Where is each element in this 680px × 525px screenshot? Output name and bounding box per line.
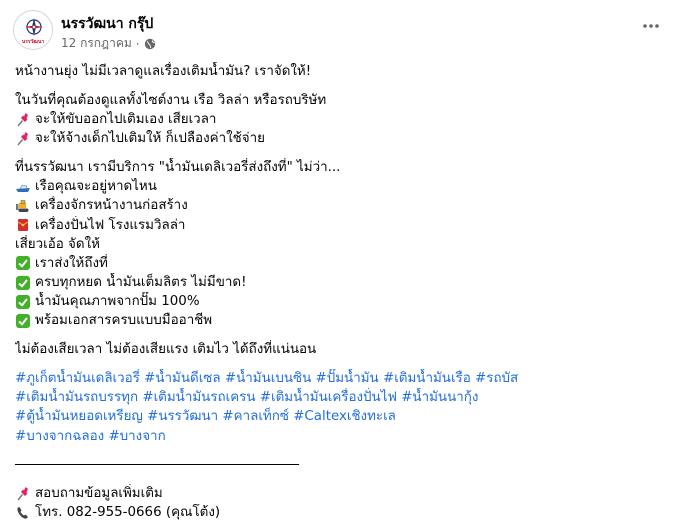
avatar-caption: นรรวัฒนา: [21, 39, 45, 45]
hashtag-link[interactable]: #เติมน้ำมันรถเครน: [142, 390, 256, 406]
benefit-text: ครบทุกหยด น้ำมันเต็มลิตร ไม่มีขาด!: [35, 275, 247, 291]
benefit-text: น้ำมันคุณภาพจากปั๊ม 100%: [35, 294, 200, 310]
globe-icon[interactable]: [144, 38, 156, 50]
post-meta: [61, 34, 156, 53]
intro-text: หน้างานยุ่ง ไม่มีเวลาดูแลเรื่องเติมน้ำมัน? เราจัดให้!: [15, 64, 312, 79]
hashtag-line: [15, 369, 665, 388]
post-line: [15, 158, 665, 177]
post-line: [15, 62, 665, 81]
post-line: [15, 177, 665, 196]
hashtag-link[interactable]: #เติมน้ำมันเครื่องปั่นไฟ: [259, 390, 397, 406]
post-line: [15, 292, 665, 311]
hashtag-link[interactable]: #บางจาก: [108, 428, 166, 444]
post-line: [15, 503, 665, 522]
hashtag-link[interactable]: #นรรวัฒนา: [147, 409, 219, 425]
page-name[interactable]: นรรวัฒนา กรุ๊ป: [61, 16, 154, 32]
pushpin-icon: [15, 112, 31, 128]
closing-text: ไม่ต้องเสียเวลา ไม่ต้องเสียแรง เติมไว ได้ถึงที่แน่นอน: [15, 342, 317, 358]
question-text: ในวันที่คุณต้องดูแลทั้งไซต์งาน เรือ วิลล่า หรือรถบริษัท: [15, 92, 327, 108]
divider: [15, 455, 665, 474]
hashtag-link[interactable]: #รถบัส: [475, 371, 519, 386]
location-text: เรือคุณจะอยู่หาดไหน: [35, 179, 157, 195]
pushpin-icon: [15, 486, 31, 502]
hashtag-line: [15, 407, 665, 426]
hashtag-link[interactable]: #น้ำมันดีเซล: [144, 371, 221, 386]
hashtag-link[interactable]: #เติมน้ำมันเรือ: [382, 371, 471, 386]
more-options-button[interactable]: [637, 16, 665, 36]
post-line: [15, 196, 665, 215]
benefit-text: เราส่งให้ถึงที่: [35, 255, 108, 271]
meta-separator: ·: [135, 36, 140, 51]
post-line: [15, 484, 665, 503]
check-mark-button-icon: [15, 275, 31, 291]
check-mark-button-icon: [15, 294, 31, 310]
post-line: [15, 254, 665, 273]
hashtag-link[interactable]: #คาลเท็กซ์: [222, 409, 289, 425]
benefit-text: พร้อมเอกสารครบแบบมืออาชีพ: [35, 313, 213, 329]
post-header: [13, 10, 673, 54]
speedboat-icon: [15, 179, 31, 195]
hashtag-link[interactable]: #ตู้น้ำมันหยอดเหรียญ: [15, 409, 143, 425]
post-body: [15, 62, 665, 523]
hashtag-line: [15, 388, 665, 407]
hashtag-link[interactable]: #ปั๊มน้ำมัน: [315, 371, 379, 386]
promise-text: เสี่ยวเอ้อ จัดให้: [15, 236, 100, 252]
hashtag-link[interactable]: #น้ำมันนากุ้ง: [401, 390, 479, 406]
hashtag-line: [15, 427, 665, 446]
check-mark-button-icon: [15, 255, 31, 271]
telephone-receiver-icon: [15, 505, 31, 521]
pushpin-icon: [15, 131, 31, 147]
hashtag-link[interactable]: #Caltexเชิงทะเล: [293, 409, 396, 425]
post-line: [15, 235, 665, 254]
post-line: [15, 340, 665, 359]
post-line: [15, 216, 665, 235]
service-text: ที่นรรวัฒนา เรามีบริการ "น้ำมันเดลิเวอรี่ส่งถึงที่" ไม่ว่า...: [15, 159, 341, 175]
hashtag-link[interactable]: #บางจากฉลอง: [15, 428, 105, 444]
pain-point-text: จะให้จ้างเด็กไปเติมให้ ก็เปลืองค่าใช้จ่าย: [35, 131, 265, 147]
post-line: [15, 273, 665, 292]
page-avatar[interactable]: [13, 10, 53, 50]
post-line: [15, 110, 665, 129]
pain-point-text: จะให้ขับออกไปเติมเอง เสียเวลา: [35, 111, 217, 127]
phone-text[interactable]: โทร. 082-955-0666 (คุณโต้ง): [35, 505, 221, 521]
contact-text: สอบถามข้อมูลเพิ่มเติม: [35, 486, 163, 502]
post-date[interactable]: 12 กรกฎาคม: [61, 36, 132, 50]
hashtag-link[interactable]: #เติมน้ำมันรถบรรทุก: [15, 390, 139, 406]
location-text: เครื่องจักรหน้างานก่อสร้าง: [35, 198, 188, 214]
check-mark-button-icon: [15, 313, 31, 329]
location-text: เครื่องปั่นไฟ โรงแรมวิลล่า: [35, 217, 186, 233]
hashtag-link[interactable]: #ภูเก็ตน้ำมันเดลิเวอรี่: [15, 371, 140, 386]
bulldozer-icon: [15, 198, 31, 214]
post-line: [15, 311, 665, 330]
hashtag-link[interactable]: #น้ำมันเบนซิน: [224, 371, 312, 386]
red-envelope-icon: [15, 217, 31, 233]
post-line: [15, 129, 665, 148]
post-line: [15, 91, 665, 110]
more-horizontal-icon: [643, 24, 659, 28]
